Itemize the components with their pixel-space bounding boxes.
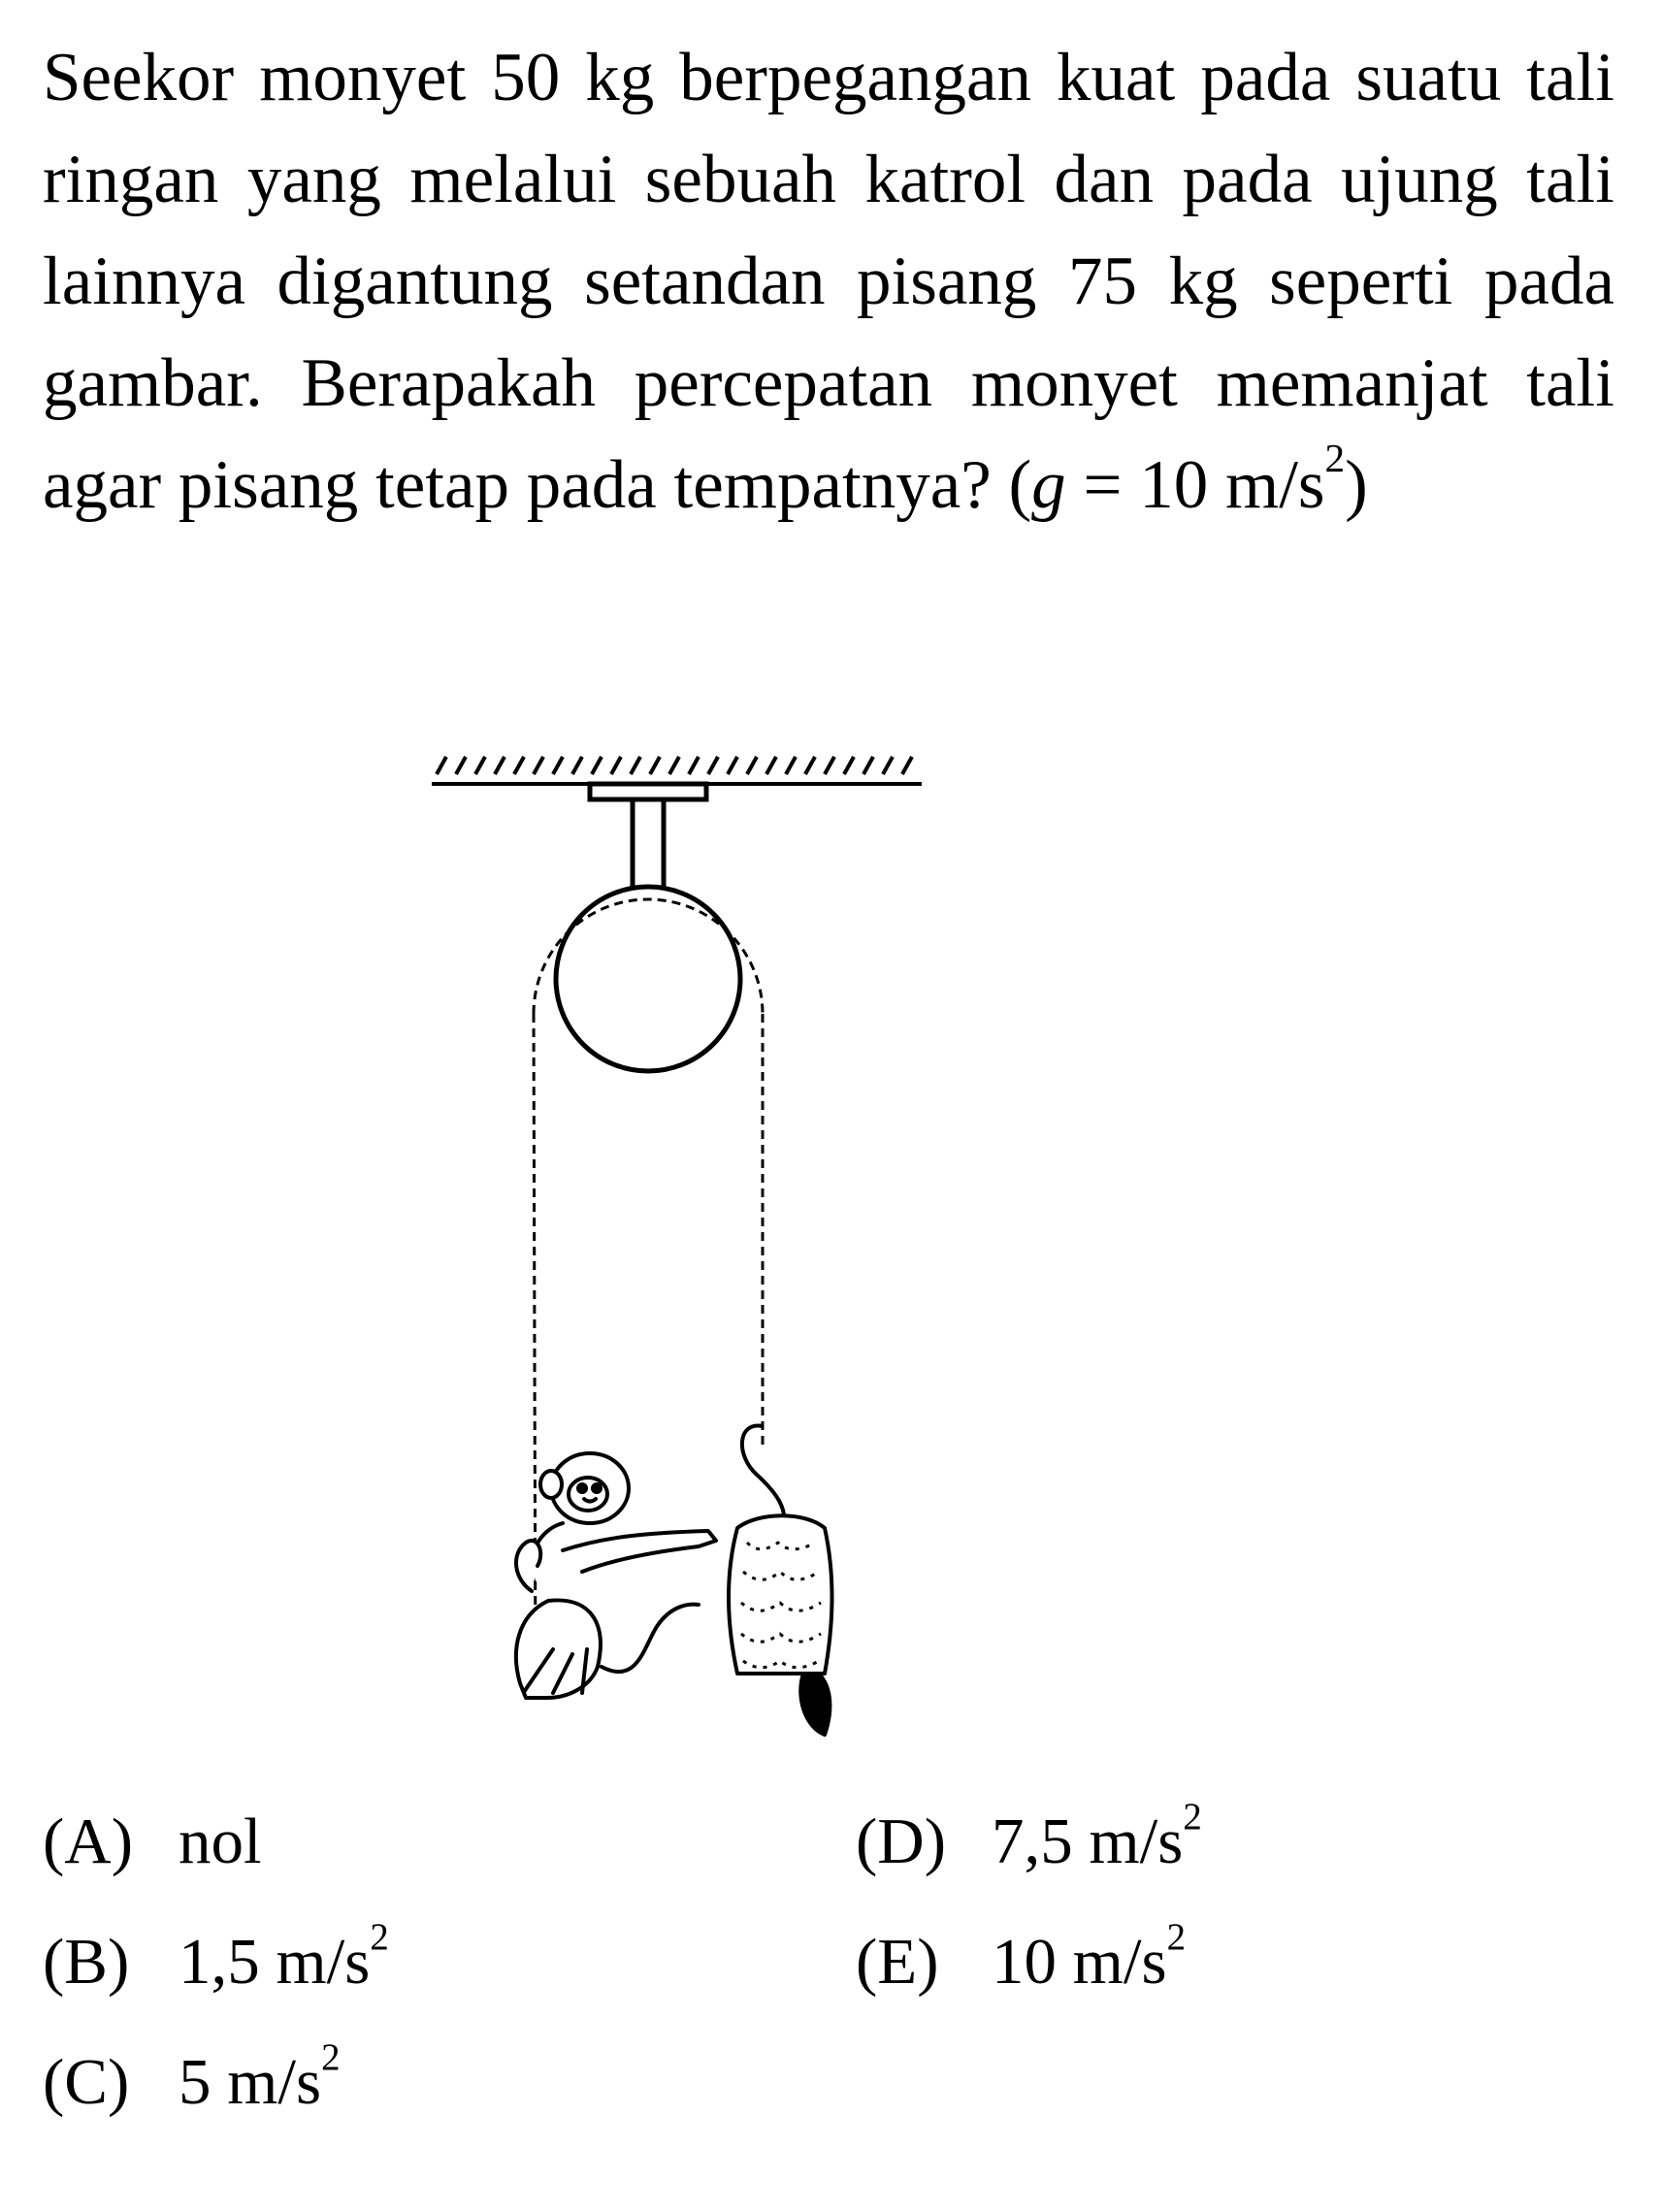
option-e-value: 10 m/s	[992, 1926, 1167, 1998]
option-e	[856, 1916, 1186, 2001]
option-b-exponent: 2	[370, 1916, 389, 1959]
pulley-figure	[417, 718, 961, 1775]
option-d-letter: (D)	[856, 1805, 947, 1877]
question-text	[43, 27, 1614, 537]
option-c-value: 5 m/s	[179, 2046, 322, 2118]
option-c-exponent: 2	[321, 2036, 341, 2079]
option-b	[43, 1916, 389, 2001]
option-c-letter: (C)	[43, 2046, 130, 2118]
pulley-icon	[556, 784, 740, 1071]
question-body: Seekor monyet 50 kg berpegangan kuat pada suatu tali ringan yang melalui sebuah katrol dan pada ujung tali lainnya digantung setandan pisang 75 kg seperti pada gambar. Berapakah percepatan monyet memanjat tali agar pisang tetap pada tempatnya? (	[43, 40, 1614, 523]
option-e-exponent: 2	[1166, 1916, 1186, 1959]
monkey-icon	[516, 1453, 716, 1698]
option-b-letter: (B)	[43, 1926, 130, 1998]
option-a-value: nol	[179, 1805, 262, 1877]
gravity-close: )	[1345, 447, 1368, 523]
ceiling-icon	[432, 757, 922, 784]
gravity-exponent: 2	[1324, 435, 1346, 480]
option-a-letter: (A)	[43, 1805, 134, 1877]
option-d-exponent: 2	[1183, 1796, 1202, 1838]
gravity-value: = 10 m/s	[1065, 447, 1325, 523]
option-d	[856, 1796, 1202, 1880]
option-d-value: 7,5 m/s	[992, 1805, 1184, 1877]
gravity-symbol: g	[1031, 447, 1066, 523]
option-e-letter: (E)	[856, 1926, 939, 1998]
option-b-value: 1,5 m/s	[179, 1926, 371, 1998]
option-c	[43, 2036, 341, 2121]
banana-bunch-icon	[729, 1426, 832, 1735]
option-a	[43, 1803, 262, 1880]
